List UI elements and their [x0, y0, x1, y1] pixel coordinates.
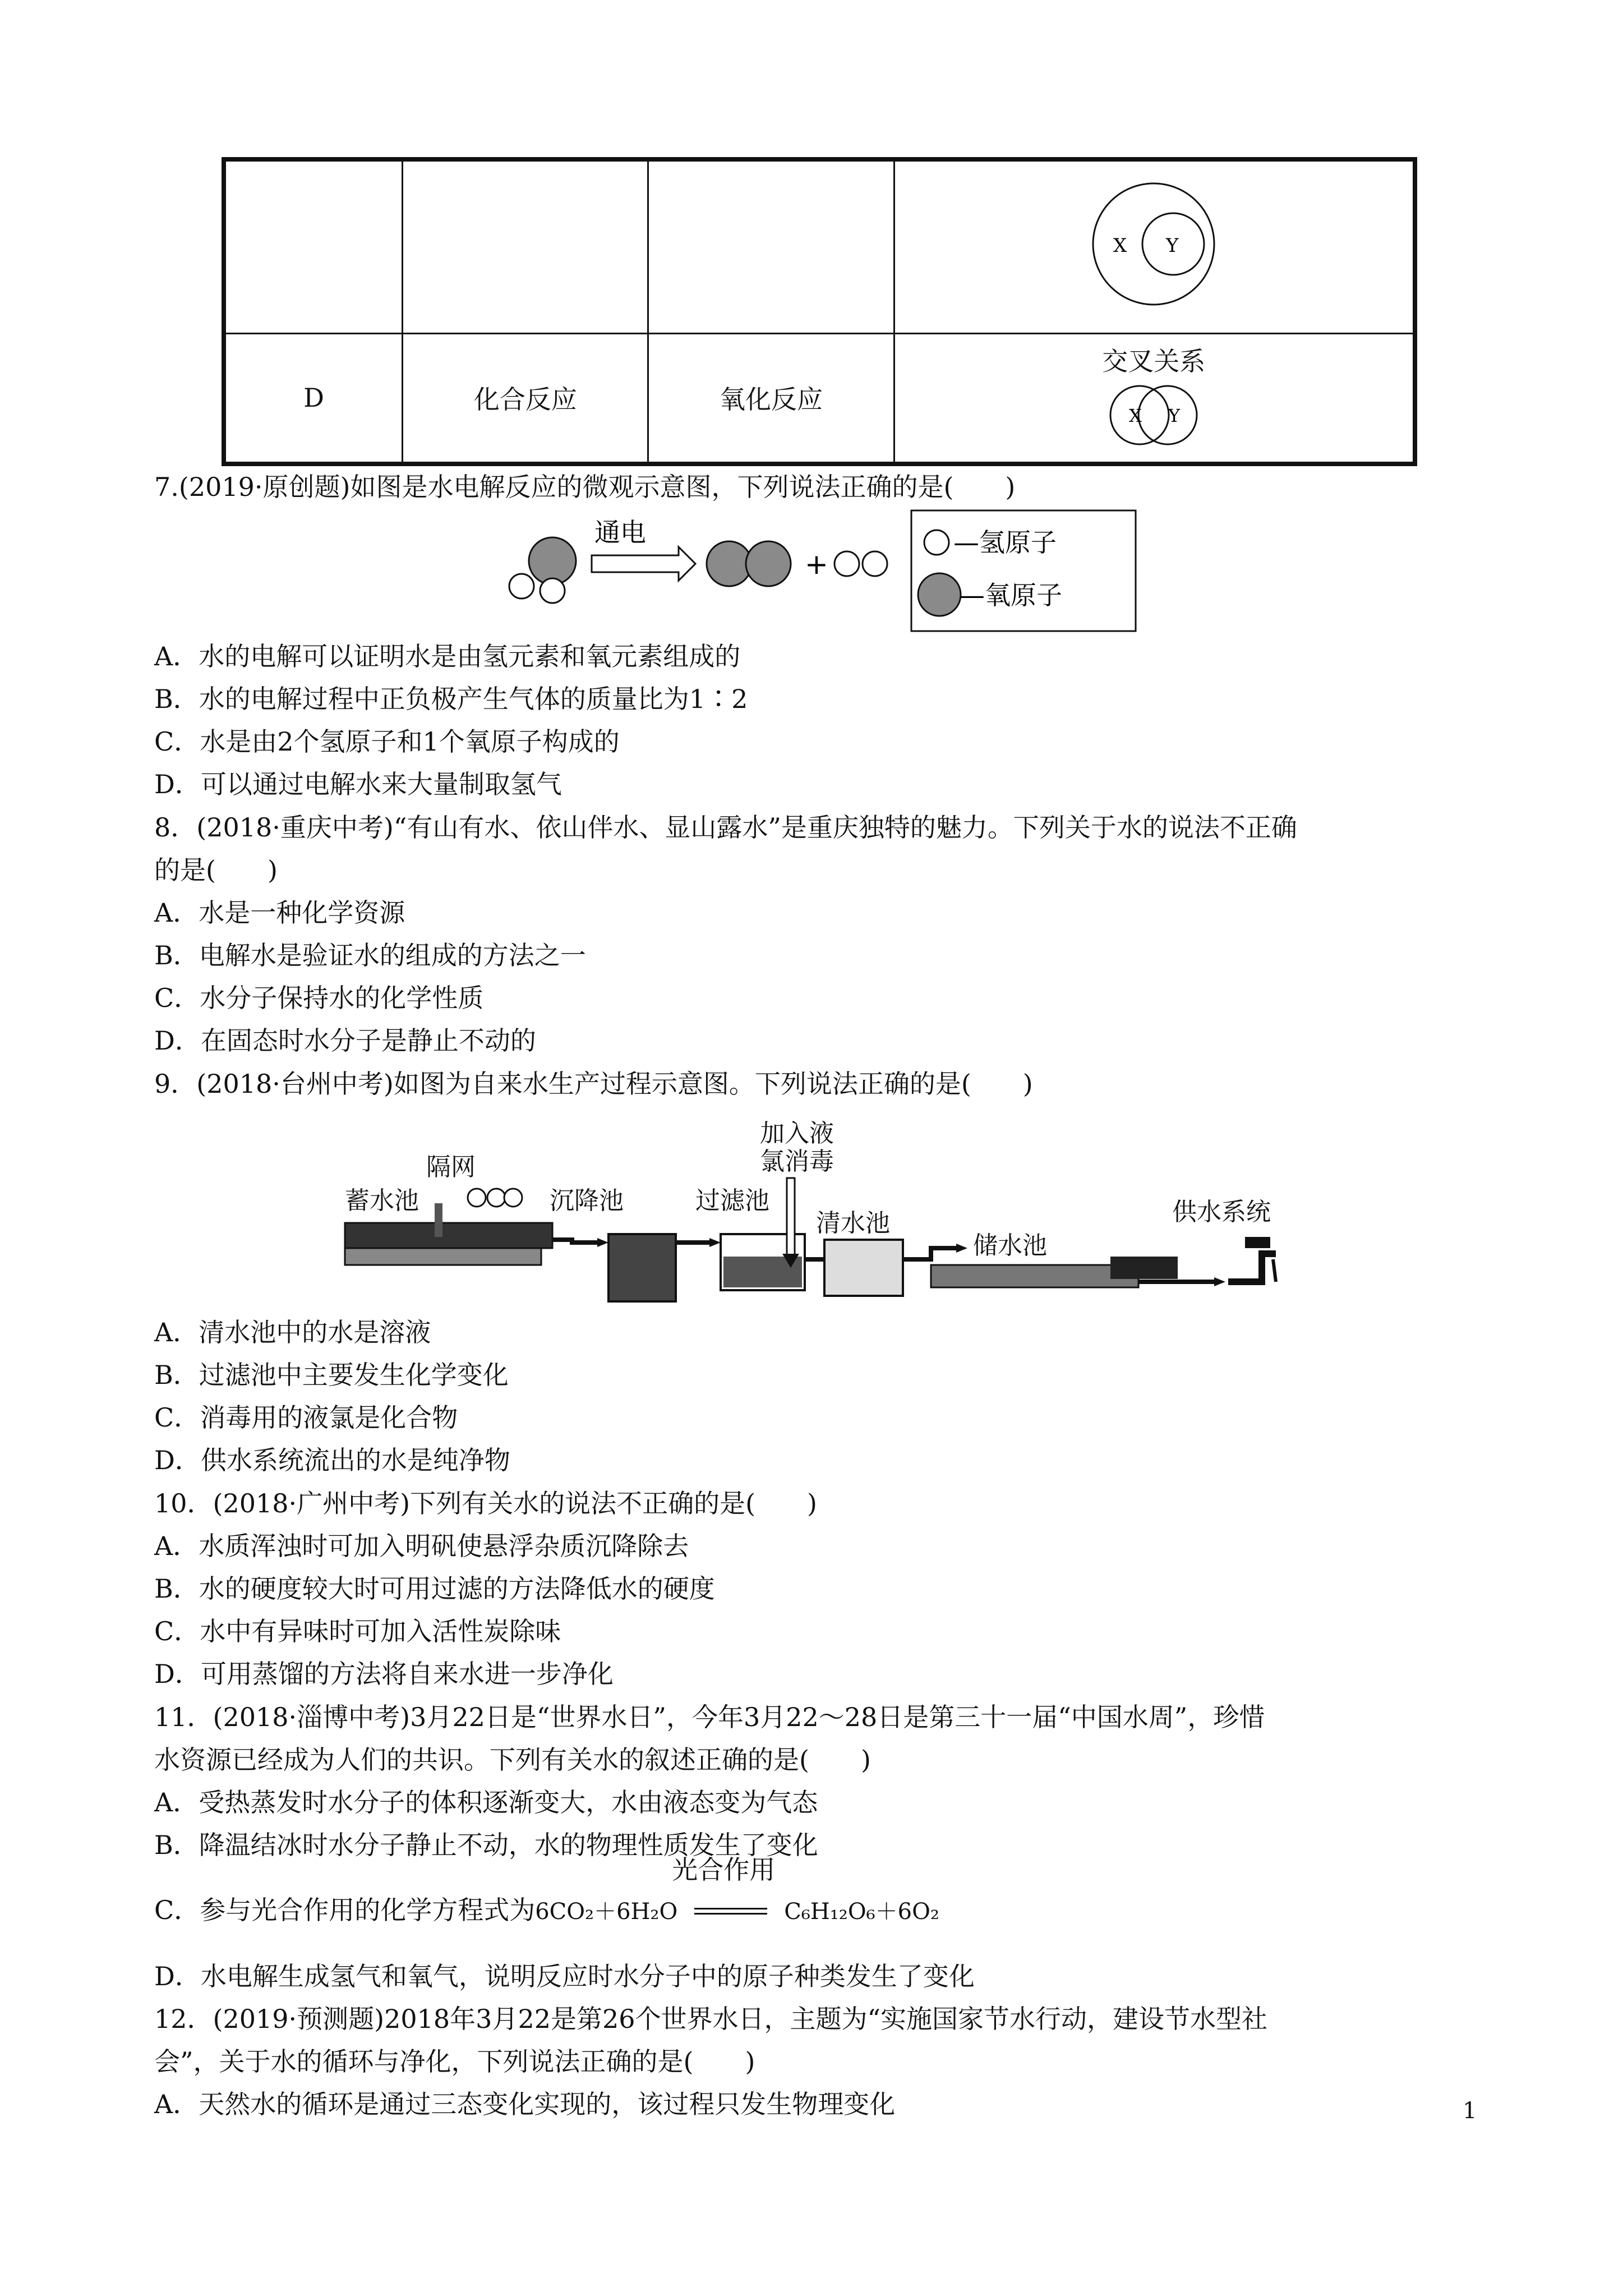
equation-condition: [672, 1855, 784, 1927]
intersect-venn-diagram: [1098, 381, 1210, 449]
faucet-icon: [1228, 1254, 1276, 1282]
q9-stem: 9．(2018·台州中考)如图为自来水生产过程示意图。下列说法正确的是( ): [154, 1069, 1033, 1099]
label-storage: 储水池: [973, 1231, 1047, 1260]
hydrogen-atom-icon: [863, 551, 887, 576]
hydrogen-atom-icon: [540, 578, 565, 603]
table-cell: [403, 159, 648, 333]
q8-option-a: A．水是一种化学资源: [154, 898, 405, 928]
label-supply: 供水系统: [1172, 1198, 1271, 1226]
table-cell: [648, 159, 894, 333]
reservoir-tank: [345, 1223, 552, 1248]
valve-icon: [468, 1189, 486, 1207]
table-row: [224, 159, 1415, 333]
q10-option-c: C．水中有异味时可加入活性炭除味: [154, 1616, 561, 1646]
q9-option-c: C．消毒用的液氯是化合物: [154, 1402, 458, 1433]
q7-option-b: B．水的电解过程中正负极产生气体的质量比为1∶2: [154, 684, 748, 714]
reaction-arrow-icon: [592, 547, 695, 581]
q11-stem: 11．(2018·淄博中考)3月22日是“世界水日”，今年3月22～28日是第三十一届“中国水周”，珍惜: [154, 1702, 1265, 1732]
label-chlorine-1: 加入液: [760, 1119, 834, 1148]
q9-option-b: B．过滤池中主要发生化学变化: [154, 1360, 509, 1390]
venn-outer-circle: [1093, 183, 1214, 305]
table-cell-y: 氧化反应: [648, 333, 894, 464]
label-settling: 沉降池: [550, 1186, 624, 1215]
q7-stem: 7.(2019·原创题)如图是水电解反应的微观示意图，下列说法正确的是( ): [154, 472, 1016, 502]
plus-sign: +: [805, 548, 828, 581]
equation-condition-label: 光合作用: [672, 1855, 776, 1885]
q8-stem: 8．(2018·重庆中考)“有山有水、依山伴水、显山露水”是重庆独特的魅力。下列关于水的说法不正确: [154, 812, 1297, 843]
venn-label-x: X: [1113, 234, 1127, 257]
q7-option-c: C．水是由2个氢原子和1个氧原子构成的: [154, 726, 620, 757]
hydrogen-atom-icon: [924, 530, 949, 555]
legend-oxygen: —氧原子: [959, 580, 1062, 610]
venn-label-y: Y: [1168, 404, 1181, 426]
label-clear-pool: 清水池: [816, 1209, 890, 1237]
q10-option-d: D．可用蒸馏的方法将自来水进一步净化: [154, 1659, 614, 1689]
relation-label: 交叉关系: [1102, 346, 1206, 376]
q7-option-d: D．可以通过电解水来大量制取氢气: [154, 769, 562, 799]
q11-option-c: [154, 1855, 939, 1929]
q7-option-a: A．水的电解可以证明水是由氢元素和氧元素组成的: [154, 641, 741, 671]
table-cell: [224, 159, 403, 333]
label-reservoir: 蓄水池: [345, 1186, 419, 1215]
label-screen: 隔网: [426, 1153, 476, 1181]
q8-option-d: D．在固态时水分子是静止不动的: [154, 1025, 536, 1056]
page-number: 1: [1463, 2098, 1477, 2124]
q10-option-a: A．水质浑浊时可加入明矾使悬浮杂质沉降除去: [154, 1531, 689, 1561]
q10-option-b: B．水的硬度较大时可用过滤的方法降低水的硬度: [154, 1573, 715, 1604]
table-row: [224, 333, 1415, 464]
label-filter: 过滤池: [695, 1186, 769, 1215]
water-treatment-diagram: [342, 1114, 1295, 1310]
q8-option-c: C．水分子保持水的化学性质: [154, 983, 484, 1013]
hydrogen-atom-icon: [509, 574, 534, 599]
q12-stem: 12．(2019·预测题)2018年3月22是第26个世界水日，主题为“实施国家节水行动，建设节水型社: [154, 2004, 1268, 2034]
equation-reactants: 6CO₂＋6H₂O: [535, 1899, 678, 1925]
q11-option-b: B．降温结冰时水分子静止不动，水的物理性质发生了变化: [154, 1830, 818, 1860]
inclusion-venn-diagram: [1081, 177, 1227, 311]
label-chlorine-2: 氯消毒: [760, 1147, 834, 1176]
storage-pool: [931, 1265, 1138, 1287]
pipe: [903, 1248, 959, 1259]
arrow-label: 通电: [594, 517, 646, 547]
oxygen-atom-icon: [746, 541, 791, 586]
q12-stem-cont: 会”，关于水的循环与净化，下列说法正确的是( ): [154, 2046, 755, 2077]
oxygen-atom-icon: [918, 573, 961, 616]
legend-hydrogen: —氢原子: [953, 527, 1057, 558]
chlorine-pipe: [787, 1178, 795, 1257]
q8-option-b: B．电解水是验证水的组成的方法之一: [154, 940, 586, 970]
q11-stem-cont: 水资源已经成为人们的共识。下列有关水的叙述正确的是( ): [154, 1745, 871, 1775]
table-cell-diagram: [894, 159, 1415, 333]
q12-option-a: A．天然水的循环是通过三态变化实现的，该过程只发生物理变化: [154, 2089, 896, 2119]
pipe: [552, 1240, 600, 1243]
classification-table: [222, 157, 1417, 466]
oxygen-atom-icon: [529, 537, 576, 585]
venn-label-y: Y: [1166, 234, 1179, 257]
screen-post: [435, 1203, 442, 1237]
clear-water-pool: [824, 1240, 903, 1296]
table-cell-diagram: [894, 333, 1415, 464]
valve-icon: [487, 1189, 505, 1207]
equation-products: C₆H₁₂O₆＋6O₂: [784, 1899, 939, 1925]
q11-option-d: D．水电解生成氢气和氧气，说明反应时水分子中的原子种类发生了变化: [154, 1961, 975, 1991]
settling-tank: [608, 1234, 676, 1301]
q9-option-a: A．清水池中的水是溶液: [154, 1317, 431, 1347]
electrolysis-diagram: [494, 508, 1138, 637]
valve-icon: [504, 1189, 522, 1207]
q8-stem-cont: 的是( ): [154, 855, 278, 885]
q11-option-c-prefix: C．参与光合作用的化学方程式为: [154, 1895, 536, 1925]
table-cell-option: D: [224, 333, 403, 464]
venn-label-x: X: [1129, 404, 1142, 426]
oxygen-atom-icon: [707, 541, 751, 586]
equation-equals-sign: [694, 1908, 767, 1915]
table-cell-x: 化合反应: [403, 333, 648, 464]
hydrogen-atom-icon: [834, 551, 859, 576]
q9-option-d: D．供水系统流出的水是纯净物: [154, 1445, 510, 1475]
q11-option-a: A．受热蒸发时水分子的体积逐渐变大，水由液态变为气态: [154, 1787, 818, 1818]
venn-circle-y: [1138, 386, 1197, 444]
q10-stem: 10．(2018·广州中考)下列有关水的说法不正确的是( ): [154, 1488, 818, 1519]
